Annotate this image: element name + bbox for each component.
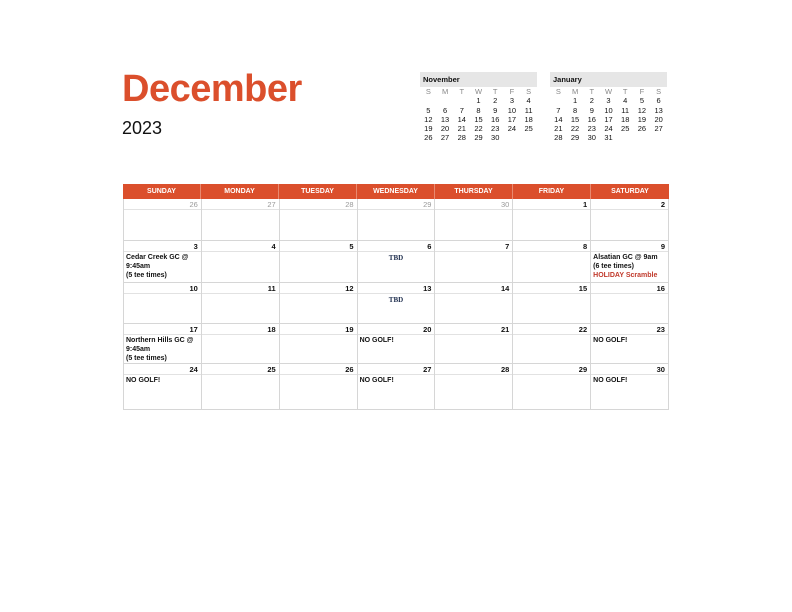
day-cell[interactable] [280, 324, 358, 364]
date-number: 29 [578, 365, 588, 374]
mini-day-name: F [509, 87, 515, 96]
day-cell[interactable] [591, 241, 669, 283]
mini-date: 22 [474, 124, 483, 134]
day-cell[interactable] [124, 283, 202, 324]
mini-date: 15 [474, 114, 483, 124]
mini-date [470, 143, 487, 152]
day-cell[interactable] [124, 324, 202, 364]
mini-calendar-title: November [420, 72, 537, 87]
month-calendar [123, 184, 669, 410]
mini-date: 15 [570, 114, 580, 124]
day-cell[interactable] [202, 364, 280, 410]
date-number: 3 [193, 242, 198, 251]
date-divider [513, 251, 590, 252]
date-number: 21 [500, 325, 510, 334]
date-number: 7 [505, 242, 510, 251]
weekday-header: MONDAY [201, 184, 279, 199]
date-divider [124, 293, 201, 294]
date-number: 10 [189, 284, 198, 293]
day-cell[interactable] [513, 241, 591, 283]
mini-date: 20 [440, 124, 450, 134]
date-number: 30 [656, 365, 665, 374]
date-divider [358, 334, 435, 335]
date-divider [435, 293, 512, 294]
mini-date: 26 [637, 124, 647, 134]
date-divider [280, 374, 357, 375]
mini-date [617, 133, 634, 142]
date-divider [202, 209, 279, 210]
date-number: 29 [423, 200, 432, 209]
date-number: 20 [423, 325, 432, 334]
event-line: NO GOLF! [593, 337, 628, 344]
mini-date [437, 96, 454, 105]
calendar-grid [123, 199, 669, 410]
mini-date: 29 [474, 133, 483, 143]
mini-date [600, 143, 617, 152]
mini-date: 14 [457, 114, 466, 124]
event-text [126, 253, 199, 280]
date-number: 26 [345, 365, 354, 374]
date-number: 30 [500, 200, 510, 209]
mini-date [617, 143, 634, 152]
event-line: (5 tee times) [126, 355, 167, 362]
mini-date: 25 [621, 124, 630, 134]
mini-date: 10 [507, 105, 517, 115]
date-divider [513, 334, 590, 335]
event-text [593, 253, 666, 280]
date-number: 9 [660, 242, 665, 251]
mini-date: 2 [493, 96, 498, 106]
mini-date: 5 [426, 105, 431, 115]
date-number: 18 [267, 325, 276, 334]
mini-date: 12 [637, 105, 647, 115]
event-text [360, 336, 433, 345]
mini-day-name: F [639, 87, 645, 96]
mini-date: 19 [424, 124, 433, 134]
mini-day-name: W [474, 87, 483, 96]
mini-date [453, 143, 470, 152]
mini-date: 3 [509, 96, 514, 106]
mini-date [634, 133, 651, 142]
mini-date: 28 [554, 133, 563, 143]
mini-day-name: T [589, 87, 595, 96]
mini-date [453, 96, 470, 105]
mini-date: 19 [637, 114, 647, 124]
mini-date: 8 [476, 105, 481, 115]
date-divider [591, 209, 668, 210]
event-highlight: HOLIDAY Scramble [593, 272, 658, 279]
mini-date: 29 [570, 133, 580, 143]
mini-day-name: T [492, 87, 498, 96]
mini-date: 23 [491, 124, 500, 134]
mini-day-name: T [459, 87, 465, 96]
day-cell[interactable] [435, 283, 513, 324]
mini-date: 13 [440, 114, 450, 124]
day-cell[interactable] [124, 199, 202, 241]
day-cell[interactable] [435, 199, 513, 241]
date-divider [124, 374, 201, 375]
date-divider [591, 374, 668, 375]
mini-day-name: W [604, 87, 613, 96]
mini-date: 6 [656, 96, 661, 106]
mini-date: 1 [572, 96, 578, 106]
mini-date: 4 [526, 96, 531, 106]
weekday-header: SATURDAY [611, 188, 649, 195]
date-divider [280, 293, 357, 294]
mini-date: 17 [604, 114, 613, 124]
date-divider [280, 209, 357, 210]
day-cell[interactable] [358, 241, 436, 283]
mini-date: 2 [589, 96, 594, 106]
mini-date: 6 [442, 105, 448, 115]
date-number: 2 [660, 200, 665, 209]
mini-date [437, 143, 454, 152]
date-divider [358, 374, 435, 375]
date-divider [202, 334, 279, 335]
date-number: 8 [582, 242, 588, 251]
date-divider [202, 374, 279, 375]
date-divider [513, 209, 590, 210]
weekday-header: SUNDAY [123, 184, 201, 199]
date-divider [591, 293, 668, 294]
mini-date: 17 [507, 114, 517, 124]
mini-date: 11 [621, 105, 630, 115]
mini-date: 13 [654, 105, 663, 115]
event-line: NO GOLF! [359, 377, 394, 384]
mini-date: 25 [524, 124, 533, 134]
day-cell[interactable] [591, 283, 669, 324]
mini-day-name: S [555, 87, 561, 96]
date-number: 28 [345, 200, 354, 209]
event-tbd: TBD [388, 296, 404, 304]
date-divider [124, 334, 201, 335]
event-line: NO GOLF! [126, 377, 161, 384]
mini-day-name: M [571, 87, 579, 96]
date-number: 5 [349, 242, 354, 251]
mini-calendar-january [550, 72, 667, 152]
day-cell[interactable] [358, 324, 436, 364]
mini-date: 8 [572, 105, 578, 115]
date-number: 27 [423, 365, 432, 374]
day-cell[interactable] [280, 241, 358, 283]
mini-date: 24 [507, 124, 517, 134]
date-divider [513, 293, 590, 294]
mini-date: 1 [476, 96, 481, 106]
date-divider [202, 251, 279, 252]
date-divider [435, 334, 512, 335]
day-cell[interactable] [358, 199, 436, 241]
mini-day-name: T [622, 87, 628, 96]
mini-date [504, 143, 521, 152]
date-number: 17 [189, 325, 198, 334]
event-line: Northern Hills GC @ 9:45am [126, 337, 194, 353]
mini-date [420, 96, 437, 105]
mini-date: 7 [556, 105, 561, 115]
mini-date: 11 [524, 105, 533, 115]
date-divider [435, 209, 512, 210]
day-cell[interactable] [435, 364, 513, 410]
mini-date: 9 [589, 105, 594, 115]
mini-date [650, 143, 667, 152]
date-divider [591, 334, 668, 335]
event-line: Cedar Creek GC @ 9:45am [126, 254, 189, 270]
mini-date: 4 [623, 96, 628, 106]
date-divider [202, 293, 279, 294]
mini-date: 23 [587, 124, 596, 134]
year-title: 2023 [122, 118, 163, 138]
date-number: 4 [271, 242, 276, 251]
weekday-header: TUESDAY [279, 184, 357, 199]
mini-date: 10 [604, 105, 613, 115]
event-line: NO GOLF! [359, 337, 394, 344]
event-text [593, 376, 666, 385]
mini-date: 21 [457, 124, 466, 134]
mini-date: 30 [587, 133, 596, 143]
date-divider [280, 251, 357, 252]
mini-date: 31 [604, 133, 613, 143]
month-title: December [122, 68, 302, 110]
mini-date [583, 143, 600, 152]
day-cell[interactable] [591, 324, 669, 364]
day-cell[interactable] [435, 241, 513, 283]
date-divider [358, 251, 435, 252]
date-number: 1 [582, 200, 588, 209]
day-cell[interactable] [280, 364, 358, 410]
date-number: 19 [345, 325, 354, 334]
mini-date: 16 [587, 114, 596, 124]
event-line: (6 tee times) [593, 263, 634, 270]
date-number: 23 [656, 325, 665, 334]
day-cell[interactable] [358, 364, 436, 410]
event-text [126, 376, 199, 385]
date-number: 15 [578, 284, 588, 293]
mini-date [504, 133, 521, 142]
weekday-header: FRIDAY [513, 184, 591, 199]
mini-calendar-grid [550, 87, 667, 152]
mini-date [520, 133, 537, 142]
day-cell[interactable] [591, 199, 669, 241]
date-divider [124, 251, 201, 252]
date-divider [358, 293, 435, 294]
date-divider [513, 374, 590, 375]
day-cell[interactable] [358, 283, 436, 324]
mini-date [487, 143, 504, 152]
day-cell[interactable] [202, 324, 280, 364]
date-divider [358, 209, 435, 210]
date-number: 25 [267, 365, 276, 374]
mini-date [520, 143, 537, 152]
date-number: 11 [267, 284, 276, 293]
mini-date: 18 [621, 114, 630, 124]
mini-calendar-title: January [550, 72, 667, 87]
mini-date: 12 [424, 114, 433, 124]
date-number: 27 [267, 200, 276, 209]
mini-date [550, 96, 567, 105]
day-cell[interactable] [591, 364, 669, 410]
mini-date [650, 133, 667, 142]
mini-date: 3 [606, 96, 611, 106]
weekday-header: THURSDAY [435, 184, 513, 199]
mini-day-name: S [526, 87, 532, 96]
mini-day-name: S [656, 87, 662, 96]
date-divider [124, 209, 201, 210]
event-line: Alsatian GC @ 9am [593, 254, 658, 261]
mini-day-name: M [441, 87, 449, 96]
mini-date: 16 [491, 114, 500, 124]
mini-date: 21 [554, 124, 563, 134]
mini-date: 14 [554, 114, 563, 124]
day-cell[interactable] [280, 199, 358, 241]
day-cell[interactable] [202, 241, 280, 283]
date-number: 26 [189, 200, 198, 209]
date-number: 12 [345, 284, 354, 293]
mini-date [420, 143, 437, 152]
day-cell[interactable] [513, 199, 591, 241]
mini-date: 26 [424, 133, 433, 143]
mini-date [550, 143, 567, 152]
event-text [360, 376, 433, 385]
event-text [126, 336, 199, 363]
mini-day-name: S [425, 87, 431, 96]
day-cell[interactable] [280, 283, 358, 324]
day-cell[interactable] [202, 283, 280, 324]
mini-date: 9 [493, 105, 498, 115]
mini-calendar-november [420, 72, 537, 152]
day-cell[interactable] [513, 324, 591, 364]
mini-calendar-grid [420, 87, 537, 152]
date-number: 6 [427, 242, 432, 251]
mini-date: 5 [639, 96, 644, 106]
day-cell[interactable] [124, 241, 202, 283]
date-divider [435, 374, 512, 375]
date-number: 16 [656, 284, 665, 293]
event-text [593, 336, 666, 345]
event-line: (5 tee times) [126, 272, 167, 279]
mini-date: 27 [440, 133, 450, 143]
date-number: 13 [423, 284, 432, 293]
day-cell[interactable] [202, 199, 280, 241]
event-tbd: TBD [388, 254, 404, 262]
weekday-header: WEDNESDAY [357, 184, 435, 199]
mini-date: 20 [654, 114, 663, 124]
date-number: 22 [578, 325, 588, 334]
day-cell[interactable] [124, 364, 202, 410]
date-divider [280, 334, 357, 335]
mini-date [634, 143, 651, 152]
date-divider [591, 251, 668, 252]
date-divider [435, 251, 512, 252]
mini-date: 27 [654, 124, 663, 134]
mini-date [567, 143, 584, 152]
mini-date: 24 [604, 124, 613, 134]
date-number: 14 [500, 284, 510, 293]
mini-date: 7 [459, 105, 464, 115]
mini-date: 18 [524, 114, 533, 124]
event-line: NO GOLF! [593, 377, 628, 384]
weekday-header-row [123, 184, 669, 199]
day-cell[interactable] [513, 364, 591, 410]
mini-date: 28 [457, 133, 466, 143]
date-number: 28 [500, 365, 510, 374]
day-cell[interactable] [435, 324, 513, 364]
day-cell[interactable] [513, 283, 591, 324]
mini-date: 22 [570, 124, 580, 134]
date-number: 24 [189, 365, 198, 374]
mini-date: 30 [491, 133, 500, 143]
